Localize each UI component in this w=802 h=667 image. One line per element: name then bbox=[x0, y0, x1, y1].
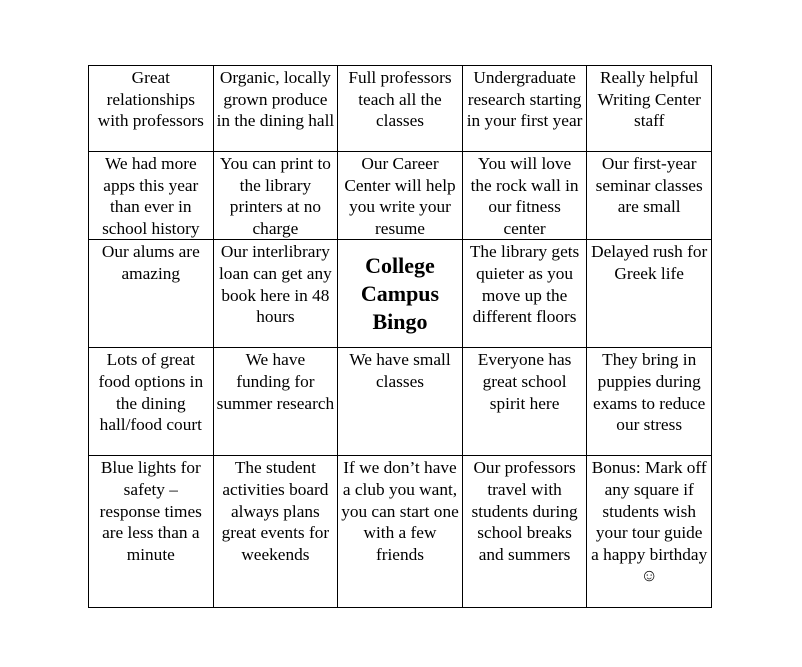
bingo-square: We have funding for summer research bbox=[213, 348, 338, 456]
bingo-row bbox=[89, 152, 712, 240]
bingo-square: If we don’t have a club you want, you can start one with a few friends bbox=[338, 456, 463, 608]
bingo-square: Our interlibrary loan can get any book here in 48 hours bbox=[213, 240, 338, 348]
bingo-square: Our alums are amazing bbox=[89, 240, 214, 348]
bingo-title: College Campus Bingo bbox=[338, 240, 463, 348]
bingo-row bbox=[89, 240, 712, 348]
bingo-square: We had more apps this year than ever in school history bbox=[89, 152, 214, 240]
bingo-square: Delayed rush for Greek life bbox=[587, 240, 712, 348]
bingo-square: Undergraduate research starting in your first year bbox=[462, 66, 587, 152]
bingo-row bbox=[89, 66, 712, 152]
bingo-square: They bring in puppies during exams to reduce our stress bbox=[587, 348, 712, 456]
bingo-square: You will love the rock wall in our fitness center bbox=[462, 152, 587, 240]
bingo-square: Our professors travel with students during school breaks and summers bbox=[462, 456, 587, 608]
bingo-square: Really helpful Writing Center staff bbox=[587, 66, 712, 152]
bingo-square: Lots of great food options in the dining hall/food court bbox=[89, 348, 214, 456]
bingo-square: Blue lights for safety – response times are less than a minute bbox=[89, 456, 214, 608]
bingo-square: Our first-year seminar classes are small bbox=[587, 152, 712, 240]
bingo-square: Organic, locally grown produce in the dining hall bbox=[213, 66, 338, 152]
bingo-square: Our Career Center will help you write your resume bbox=[338, 152, 463, 240]
bingo-square: Everyone has great school spirit here bbox=[462, 348, 587, 456]
bingo-card bbox=[88, 65, 712, 608]
bingo-square: Bonus: Mark off any square if students wish your tour guide a happy birthday ☺ bbox=[587, 456, 712, 608]
bingo-square: You can print to the library printers at no charge bbox=[213, 152, 338, 240]
bingo-square: The library gets quieter as you move up the different floors bbox=[462, 240, 587, 348]
bingo-row bbox=[89, 348, 712, 456]
bingo-row bbox=[89, 456, 712, 608]
bingo-square: We have small classes bbox=[338, 348, 463, 456]
bingo-square: Great relationships with professors bbox=[89, 66, 214, 152]
bingo-square: Full professors teach all the classes bbox=[338, 66, 463, 152]
bingo-square: The student activities board always plans great events for weekends bbox=[213, 456, 338, 608]
